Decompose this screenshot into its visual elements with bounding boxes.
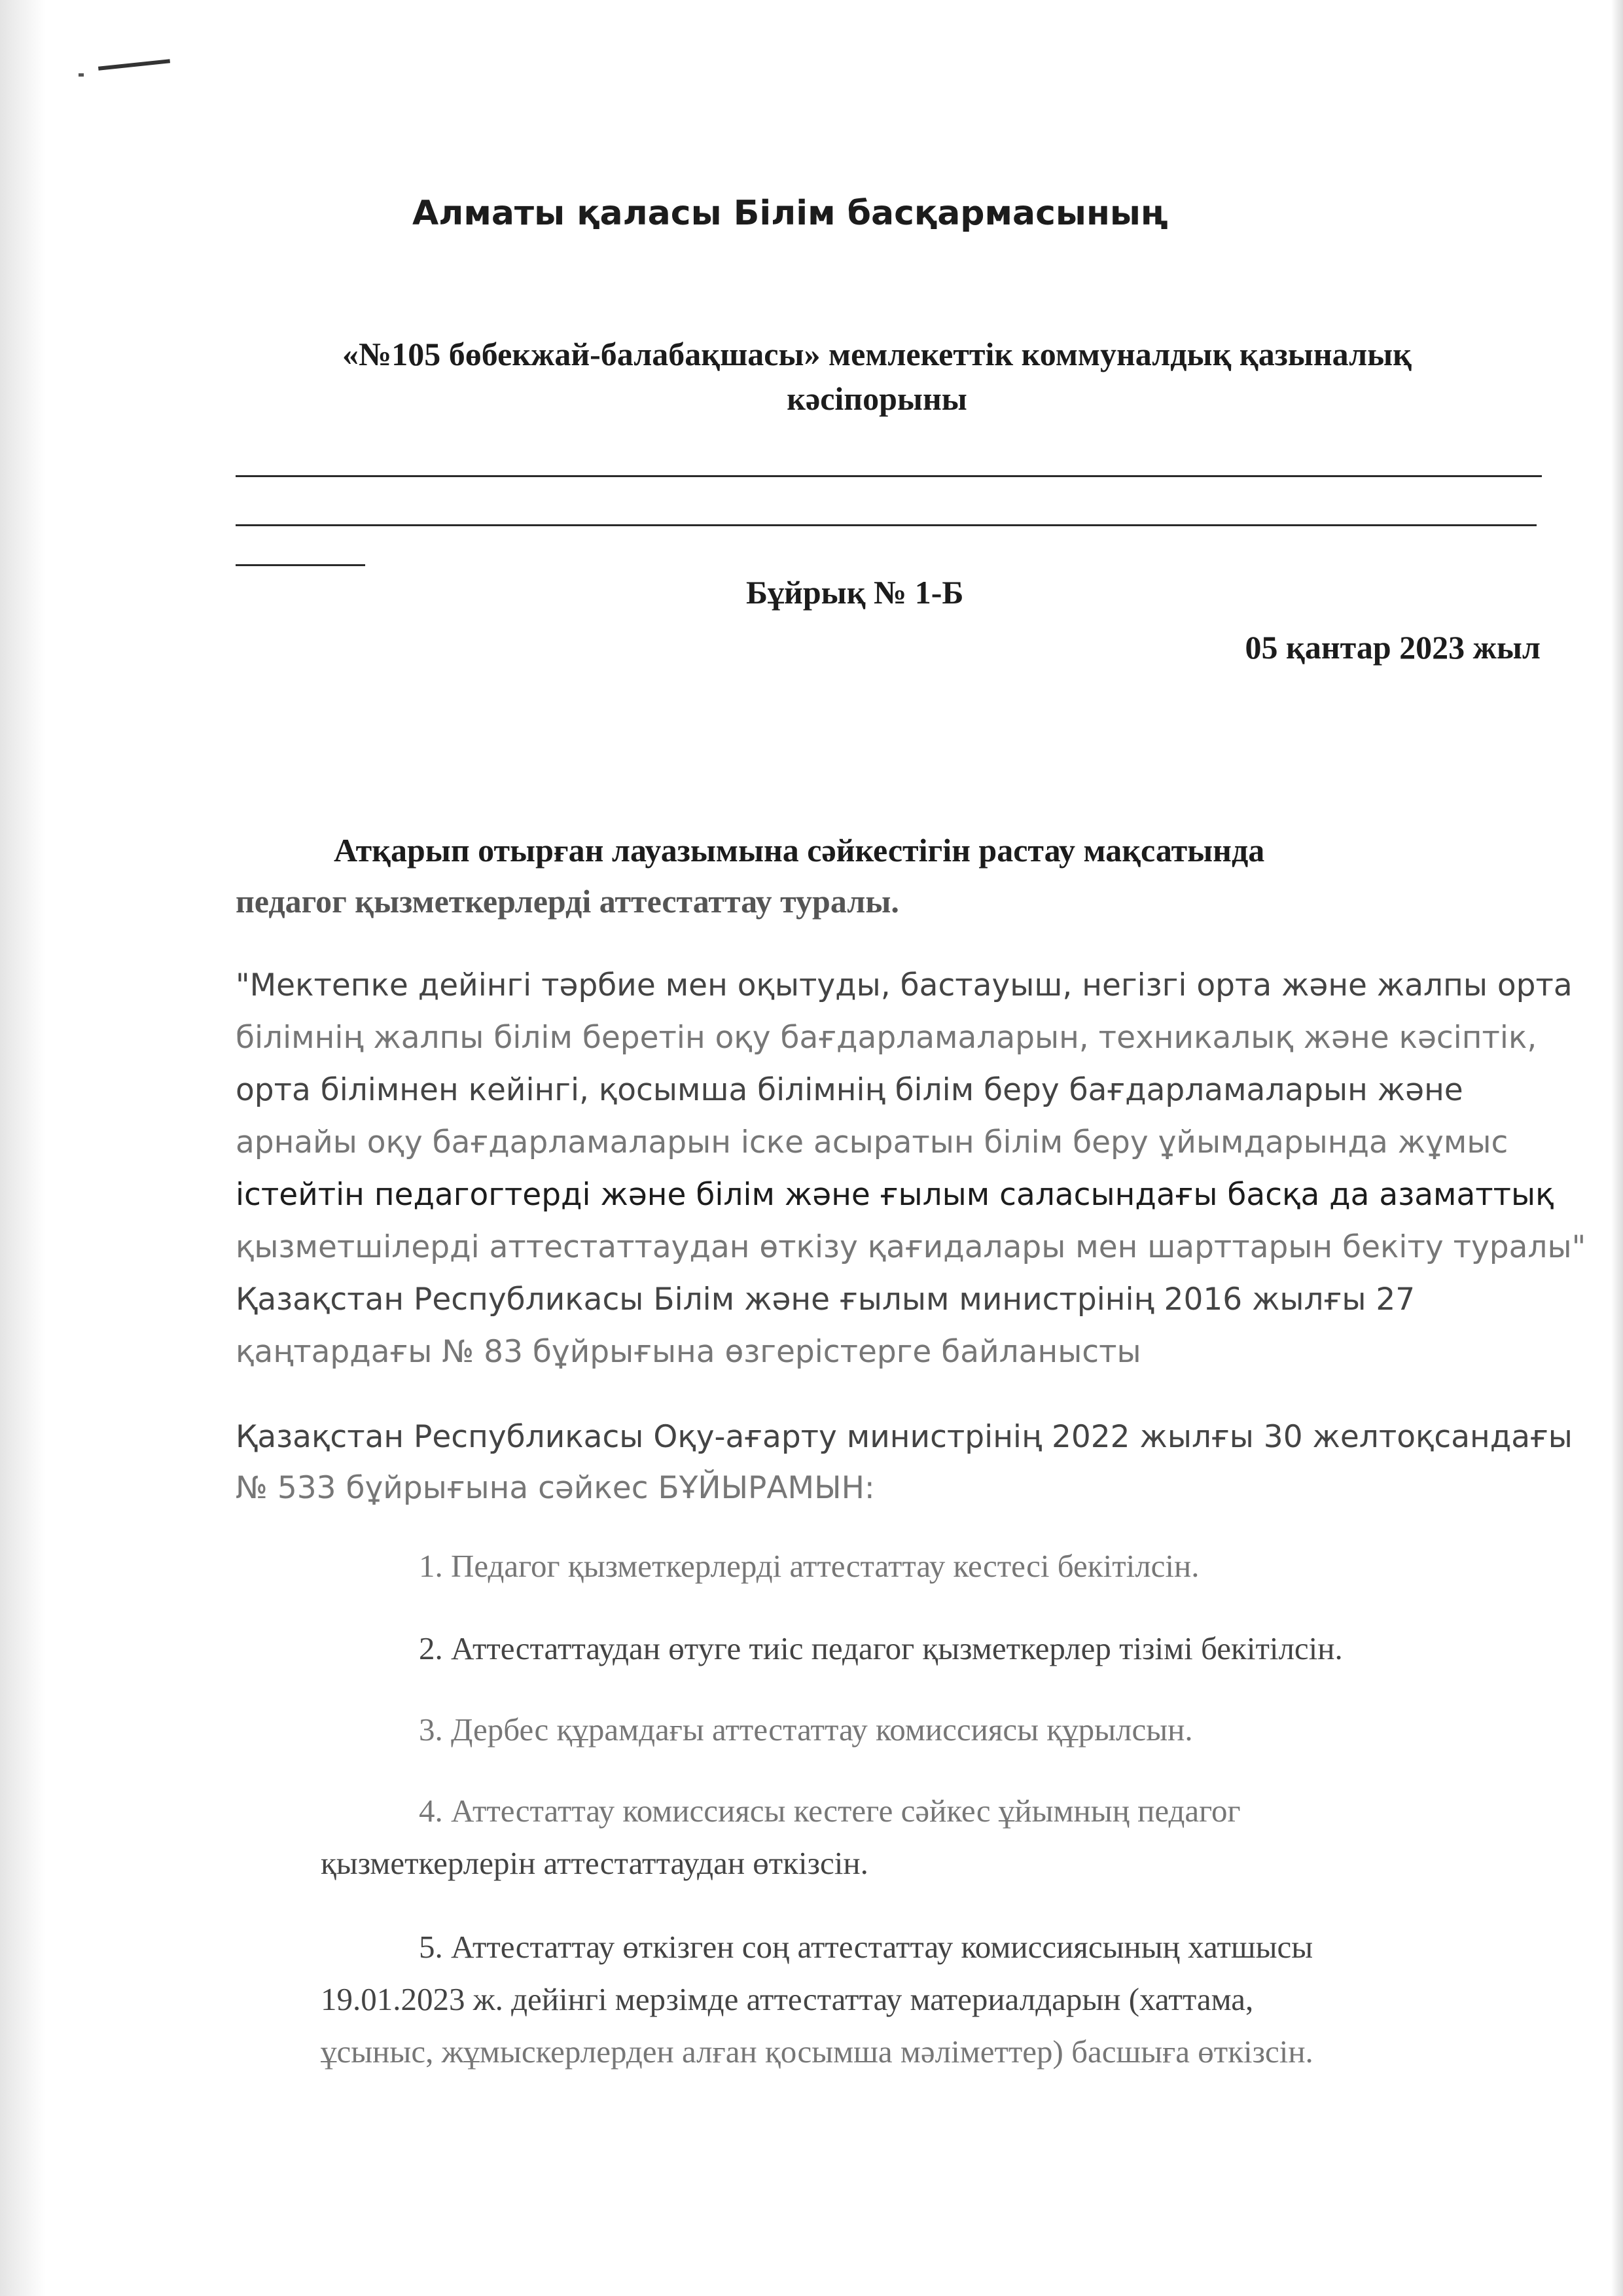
header-org-top: Алматы қаласы Білім басқармасының [412,194,1168,233]
preamble-line: білімнің жалпы білім беретін оқу бағдарламаларын, техникалық және кәсіптік, [236,1020,1537,1056]
order-item-4-line1: 4. Аттестаттау комиссиясы кестеге сәйкес ұйымның педагог [419,1793,1241,1829]
order-item-1: 1. Педагог қызметкерлерді аттестаттау кестесі бекітілсін. [419,1548,1200,1584]
preamble-line: Қазақстан Республикасы Білім және ғылым министрінің 2016 жылғы 27 [236,1282,1416,1318]
header-org-name-line1: «№105 бөбекжай-балабақшасы» мемлекеттік коммуналдық қазыналық [342,336,1412,372]
header-org-name-line2: кәсіпорыны [787,380,967,417]
preamble-line: қызметшілерді аттестаттаудан өткізу қағидалары мен шарттарын бекіту туралы" [236,1229,1586,1265]
header-rule-3 [236,564,365,566]
preamble-line: арнайы оқу бағдарламаларын іске асыратын білім беру ұйымдарында жұмыс [236,1124,1508,1160]
subject-line-2: педагог қызметкерлерді аттестаттау туралы. [236,883,899,920]
order-title: Бұйрық № 1-Б [746,574,964,611]
preamble-line: "Мектепке дейінгі тәрбие мен оқытуды, бастауыш, негізгі орта және жалпы орта [236,967,1573,1003]
basis-line-1: Қазақстан Республикасы Оқу-ағарту министрінің 2022 жылғы 30 желтоқсандағы [236,1419,1573,1455]
order-item-4-line2: қызметкерлерін аттестаттаудан өткізсін. [321,1845,868,1881]
order-date: 05 қантар 2023 жыл [1245,629,1541,666]
preamble-line: істейтін педагогтерді және білім және ғылым саласындағы басқа да азаматтық [236,1177,1554,1213]
scan-dot-mark [79,73,84,77]
scan-left-edge-shadow [0,0,46,2296]
scan-pen-mark [98,59,170,70]
order-item-3: 3. Дербес құрамдағы аттестаттау комиссиясы құрылсын. [419,1712,1193,1748]
header-rule-1 [236,475,1542,477]
subject-line-1: Атқарып отырған лауазымына сәйкестігін растау мақсатында [334,832,1265,869]
order-item-2: 2. Аттестаттаудан өтуге тиіс педагог қызметкерлер тізімі бекітілсін. [419,1630,1343,1666]
order-item-5-line1: 5. Аттестаттау өткізген соң аттестаттау комиссиясының хатшысы [419,1929,1313,1965]
preamble-line: қаңтардағы № 83 бұйрығына өзгерістерге байланысты [236,1334,1141,1370]
basis-line-2: № 533 бұйрығына сәйкес БҰЙЫРАМЫН: [236,1470,875,1506]
preamble-line: орта білімнен кейінгі, қосымша білімнің білім беру бағдарламаларын және [236,1072,1463,1108]
header-rule-2 [236,524,1537,526]
scan-right-edge-shadow [1611,0,1623,2296]
order-item-5-line2: 19.01.2023 ж. дейінгі мерзімде аттестаттау материалдарын (хаттама, [321,1981,1254,2017]
order-item-5-line3: ұсыныс, жұмыскерлерден алған қосымша мәліметтер) басшыға өткізсін. [321,2034,1313,2070]
